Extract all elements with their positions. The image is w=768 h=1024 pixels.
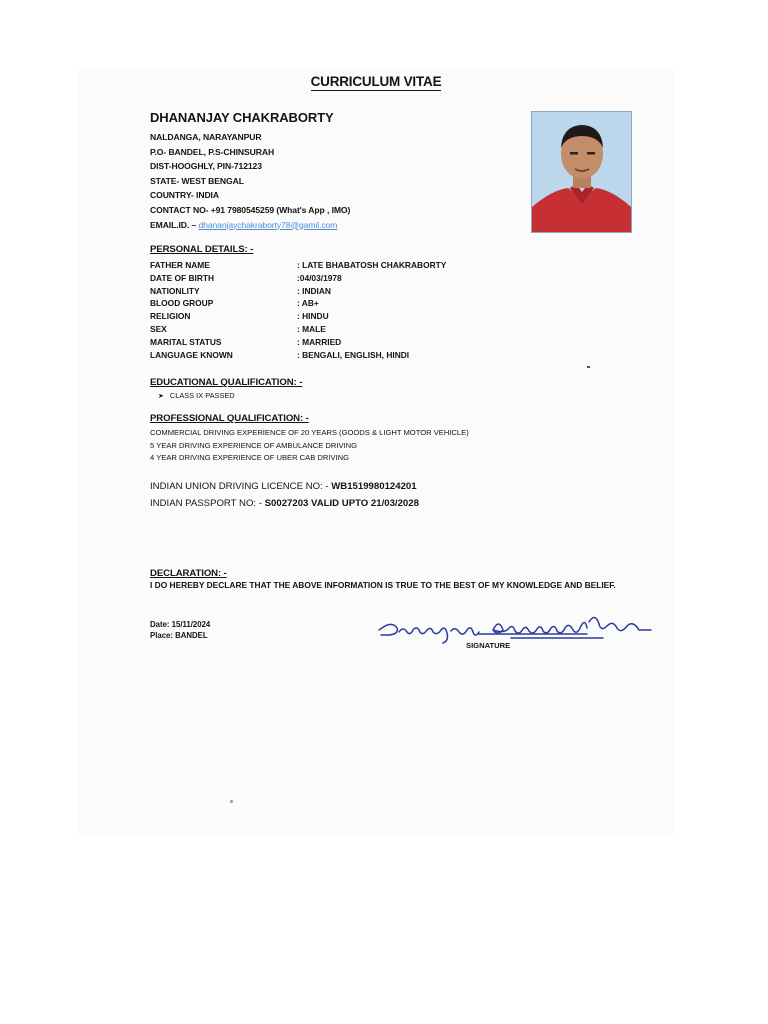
education-heading: EDUCATIONAL QUALIFICATION: - [150,377,303,388]
details-value: : BENGALI, ENGLISH, HINDI [297,349,410,360]
details-label: FATHER NAME [150,260,210,270]
professional-item: 5 YEAR DRIVING EXPERIENCE OF AMBULANCE DRIVING [150,440,358,450]
details-label: SEX [150,323,167,334]
details-value: : AB+ [297,298,319,309]
details-label: MARITAL STATUS [150,336,222,347]
signature-image [375,608,660,648]
document-title: CURRICULUM VITAE [310,74,442,89]
profile-photo-image [532,112,631,232]
passport-number: S0027203 VALID UPTO 21/03/2028 [264,498,419,509]
details-value: : INDIAN [297,285,331,296]
details-value: : HINDU [297,311,329,322]
scan-speck [587,366,590,368]
address-line: DIST-HOOGHLY, PIN-712123 [150,161,262,172]
professional-list [150,427,469,465]
details-label: RELIGION [150,311,191,322]
education-item [158,391,235,400]
email-link[interactable]: dhananjaychakraborty78@gamil.com [198,219,338,230]
details-label: DATE OF BIRTH [150,272,215,283]
details-label: NATIONLITY [150,285,200,296]
licence-label: INDIAN UNION DRIVING LICENCE NO: - [150,481,332,492]
declaration-heading: DECLARATION: - [150,568,227,579]
address-line: NALDANGA, NARAYANPUR [150,132,262,142]
cv-page [78,70,674,834]
details-value: : MALE [297,323,326,334]
passport-label: INDIAN PASSPORT NO: - [150,498,265,509]
candidate-name: DHANANJAY CHAKRABORTY [150,110,334,125]
details-value: : MARRIED [297,336,342,347]
signature-label: SIGNATURE [466,641,511,650]
details-label: LANGUAGE KNOWN [150,349,233,360]
details-value: :04/03/1978 [297,272,342,283]
professional-heading: PROFESSIONAL QUALIFICATION: - [150,413,309,424]
contact-number: CONTACT NO- +91 7980545259 (What's App , IMO) [150,204,351,215]
place-line: Place: BANDEL [150,631,208,640]
details-label: BLOOD GROUP [150,298,214,309]
licence-line [150,478,419,495]
declaration-text: I DO HEREBY DECLARE THAT THE ABOVE INFORMATION IS TRUE TO THE BEST OF MY KNOWLEDGE AND BELIEF. [150,580,616,590]
contact-block [150,130,350,232]
date-place-block [150,619,210,641]
professional-item: 4 YEAR DRIVING EXPERIENCE OF UBER CAB DRIVING [150,453,350,462]
address-line: COUNTRY- INDIA [150,190,219,201]
professional-item: COMMERCIAL DRIVING EXPERIENCE OF 20 YEARS (GOODS & LIGHT MOTOR VEHICLE) [150,428,469,437]
date-line: Date: 15/11/2024 [150,620,211,629]
profile-photo [531,111,632,233]
passport-line [150,495,419,512]
email-label: EMAIL.ID. – [150,219,199,230]
id-numbers [150,478,419,512]
handwritten-signature [375,608,660,648]
scan-speck [230,800,233,803]
personal-details-heading: PERSONAL DETAILS: - [150,244,254,255]
licence-number: WB1519980124201 [331,481,417,492]
education-item-text: CLASS IX PASSED [169,391,235,400]
details-value: : LATE BHABATOSH CHAKRABORTY [297,260,447,270]
address-line: P.O- BANDEL, P.S-CHINSURAH [150,146,275,157]
email-line [150,218,350,233]
address-line: STATE- WEST BENGAL [150,175,244,186]
arrow-bullet-icon: ➤ [158,393,164,400]
